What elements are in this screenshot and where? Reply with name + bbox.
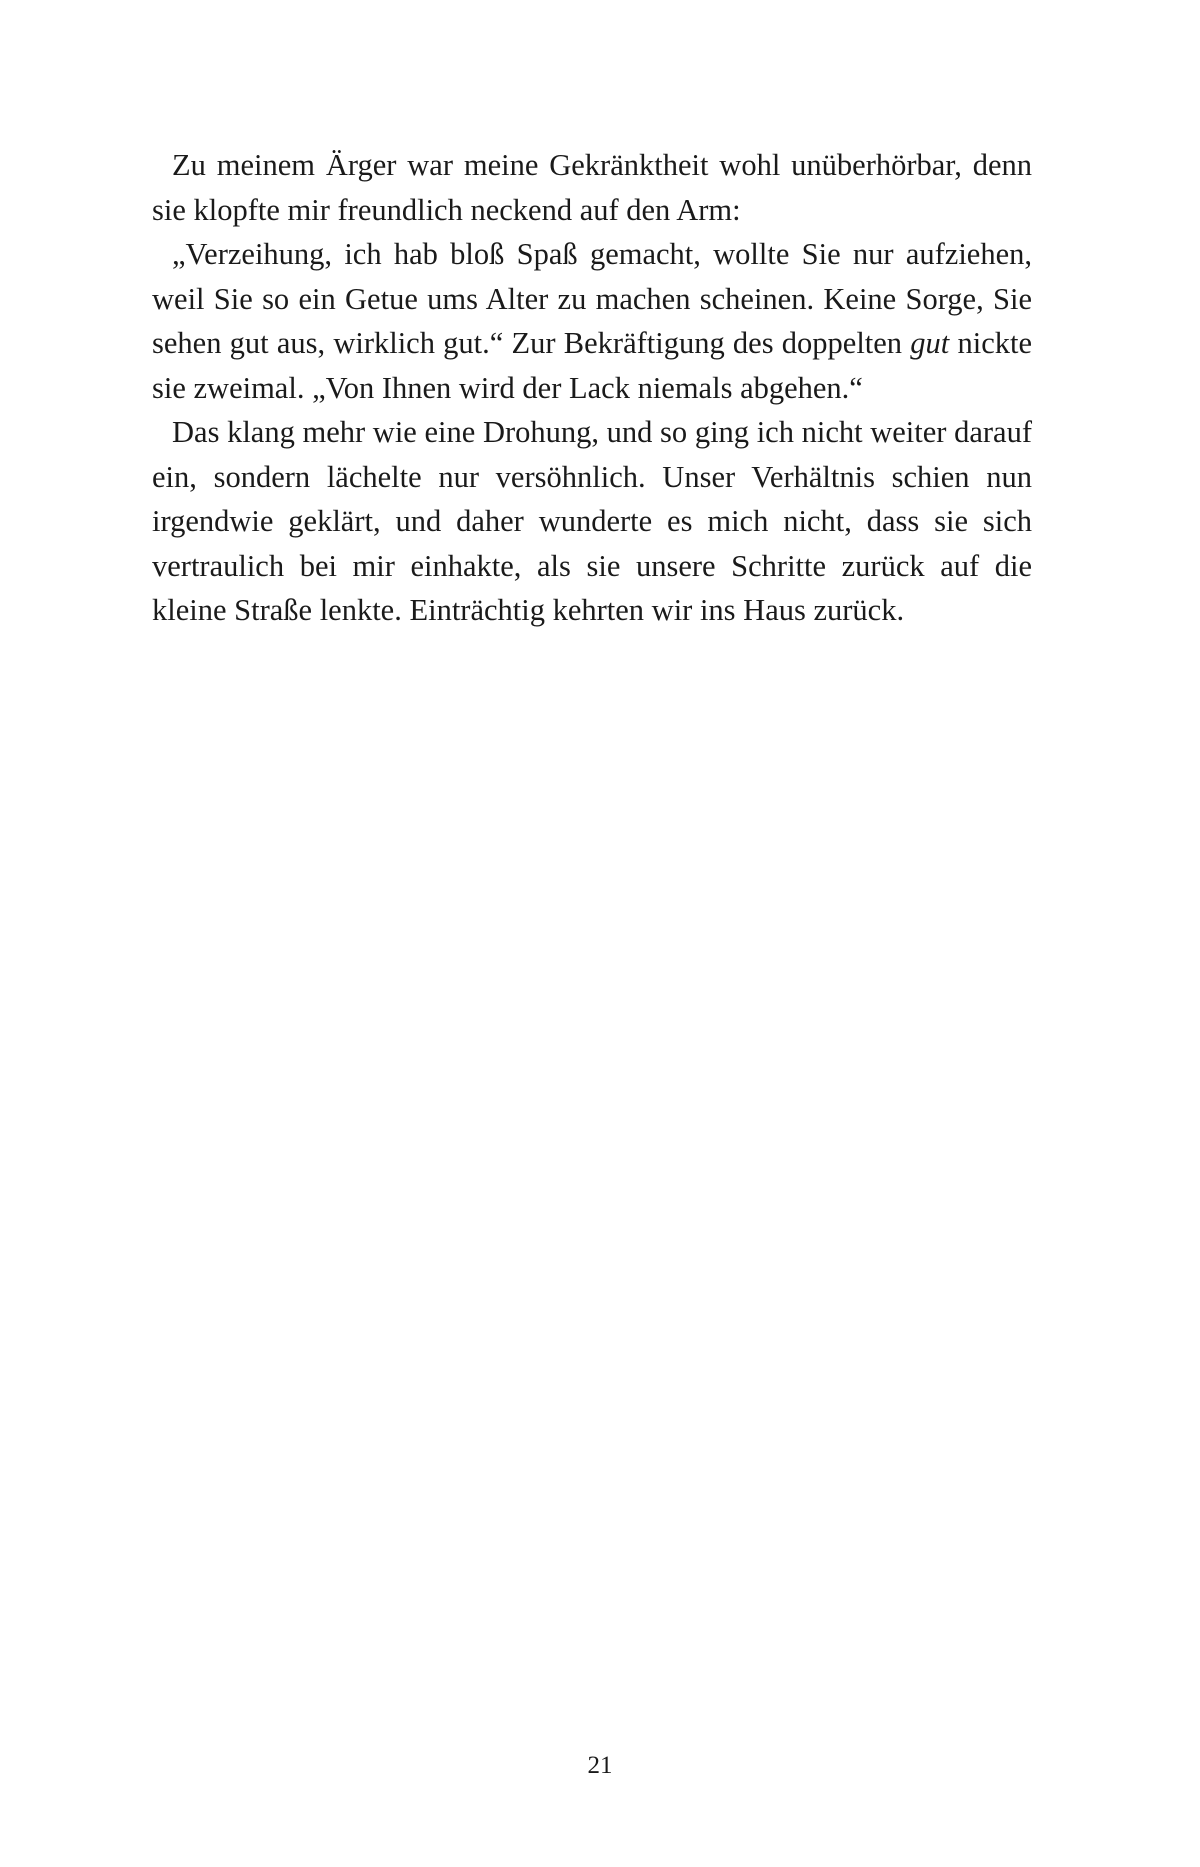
paragraph-2-text-start: „Verzeihung, ich hab bloß Spaß gemacht, wollte Sie nur aufziehen, weil Sie so ein Getue ums Alter zu machen scheinen. Keine Sorge, Sie sehen gut aus, wirklich gut.“ Zur Bekräftigung des doppelten — [152, 237, 1032, 360]
paragraph-1-text: Zu meinem Ärger war meine Gekränktheit wohl unüberhörbar, denn sie klopfte mir freundlich neckend auf den Arm: — [152, 148, 1032, 227]
paragraph-2-emphasis: gut — [910, 326, 950, 360]
paragraph-3 — [152, 410, 1032, 633]
body-text — [152, 143, 1032, 633]
paragraph-2-text-end: nickte sie zweimal. „Von Ihnen wird der Lack niemals abgehen.“ — [152, 326, 1032, 405]
page-number: 21 — [587, 1752, 613, 1779]
paragraph-1 — [152, 143, 1032, 232]
paragraph-3-text: Das klang mehr wie eine Drohung, und so ging ich nicht weiter darauf ein, sondern lächelte nur versöhnlich. Unser Verhältnis schien nun irgendwie geklärt, und daher wunderte es mich nicht, dass sie sich vertraulich bei mir einhakte, als sie unsere Schritte zurück auf die kleine Straße lenkte. Einträchtig kehrten wir ins Haus zurück. — [152, 415, 1032, 627]
paragraph-2 — [152, 232, 1032, 410]
